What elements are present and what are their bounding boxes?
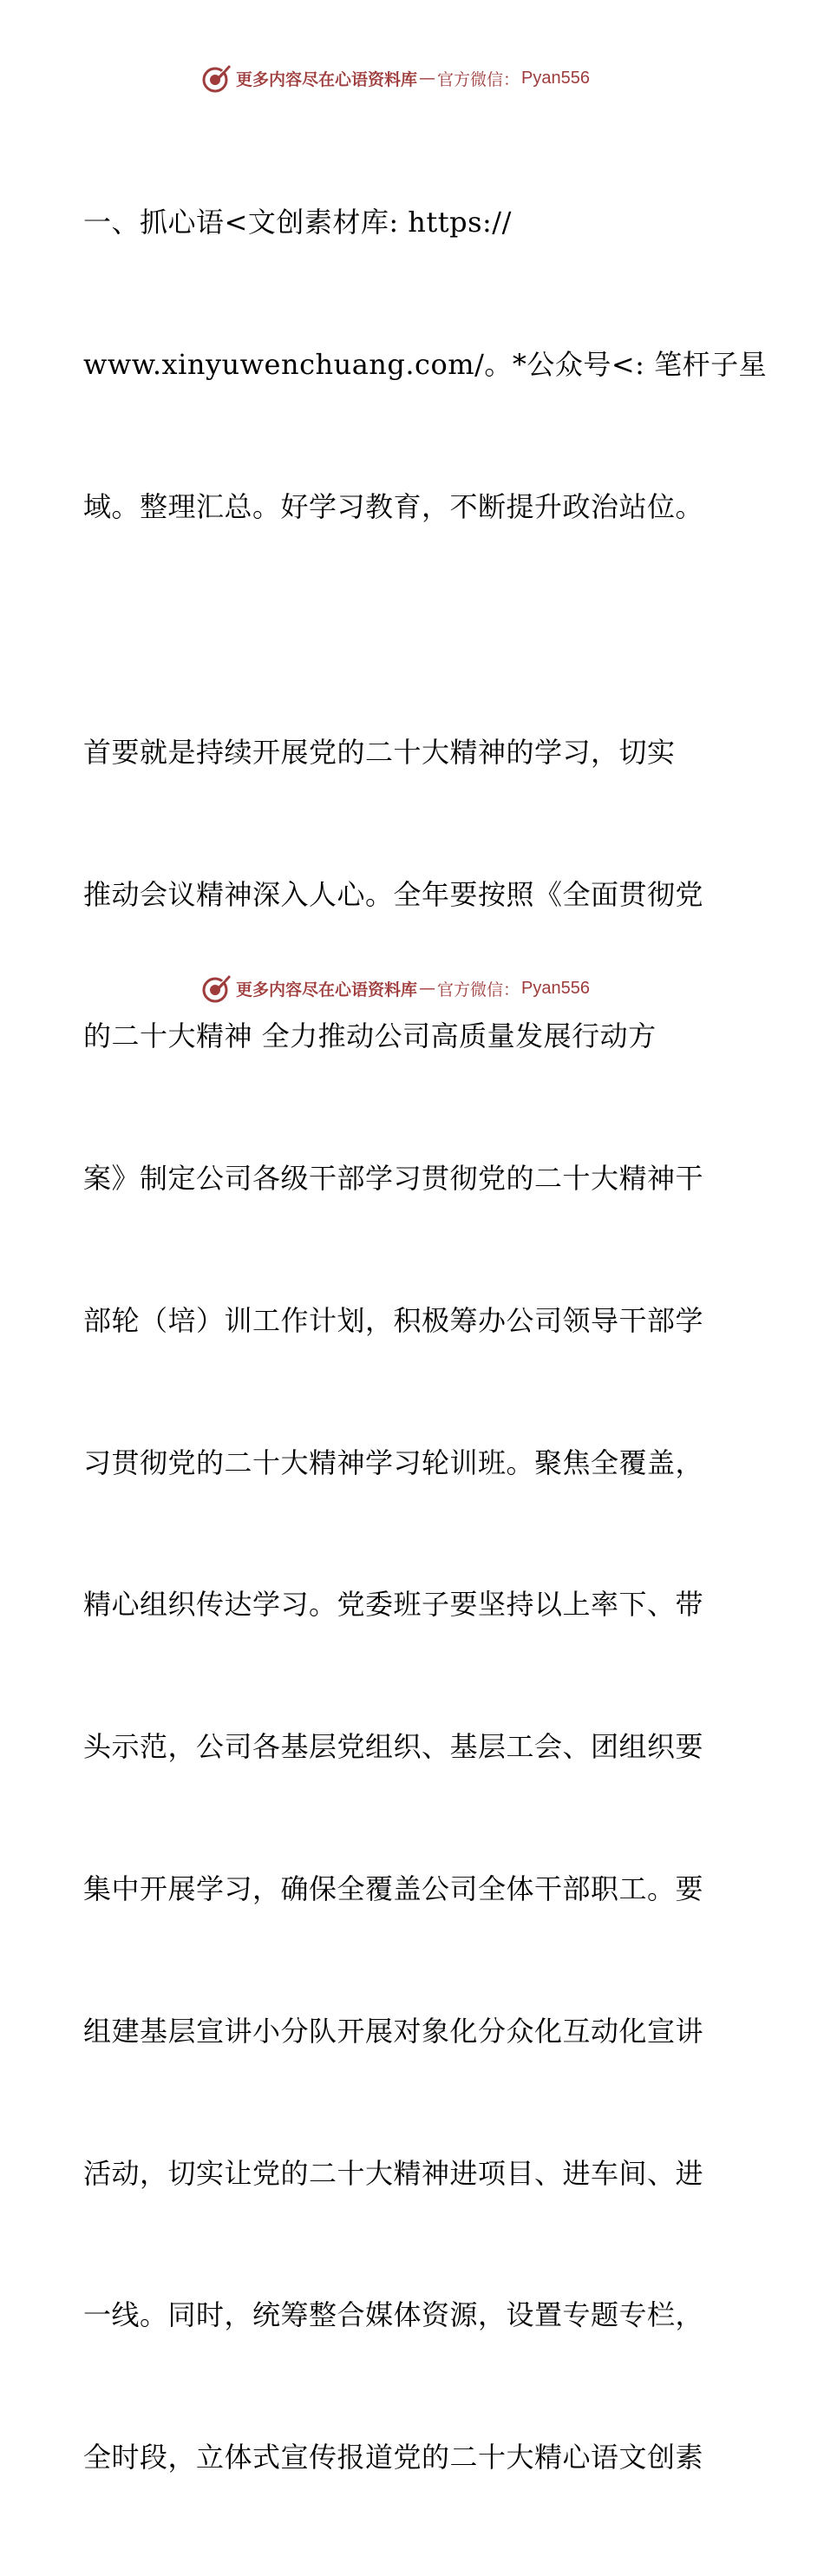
paragraph-line: 组建基层宣讲小分队开展对象化分众化互动化宣讲	[83, 2014, 704, 2048]
paragraph-line: 的二十大精神 全力推动公司高质量发展行动方	[83, 1019, 657, 1053]
paragraph-line: 精心组织传达学习。党委班子要坚持以上率下、带	[83, 1588, 704, 1622]
banner-brand: 更多内容尽在心语资料库	[236, 69, 418, 89]
banner-dash: —	[419, 979, 436, 998]
paragraph-1	[83, 104, 768, 626]
paragraph-line: 部轮（培）训工作计划，积极筹办公司领导干部学	[83, 1303, 704, 1337]
paragraph-line: 首要就是持续开展党的二十大精神的学习，切实	[83, 735, 676, 769]
paragraph-line: www.xinyuwenchuang.com/。*公众号<: 笔杆子星	[83, 347, 768, 381]
paragraph-line: 习贯彻党的二十大精神学习轮训班。聚焦全覆盖，	[83, 1445, 704, 1479]
document-body	[83, 104, 768, 2576]
banner-contact-label: 官方微信：	[437, 980, 520, 1000]
footer-banner	[201, 973, 635, 1004]
paragraph-line: 全时段，立体式宣传报道党的二十大精心语文创素	[83, 2441, 704, 2474]
banner-brand: 更多内容尽在心语资料库	[236, 980, 418, 1000]
paragraph-line: 一、抓心语<文创素材库: https://	[83, 206, 512, 239]
banner-contact-label: 官方微信：	[437, 69, 520, 89]
quill-logo-icon	[201, 973, 232, 1004]
paragraph-line: 案》制定公司各级干部学习贯彻党的二十大精神干	[83, 1162, 704, 1196]
quill-logo-icon	[201, 62, 232, 94]
paragraph-2	[83, 634, 742, 2576]
paragraph-line: 集中开展学习，确保全覆盖公司全体干部职工。要	[83, 1871, 704, 1905]
paragraph-line: 头示范，公司各基层党组织、基层工会、团组织要	[83, 1730, 704, 1764]
paragraph-line: 域。整理汇总。好学习教育，不断提升政治站位。	[83, 489, 704, 523]
paragraph-line: 推动会议精神深入人心。全年要按照《全面贯彻党	[83, 877, 704, 911]
banner-contact-id: Pyan556	[521, 68, 590, 88]
paragraph-line: 一线。同时，统筹整合媒体资源，设置专题专栏，	[83, 2298, 704, 2332]
banner-contact-id: Pyan556	[521, 978, 590, 998]
banner-dash: —	[419, 69, 436, 88]
paragraph-line: 活动，切实让党的二十大精神进项目、进车间、进	[83, 2156, 704, 2190]
header-banner	[201, 62, 635, 94]
